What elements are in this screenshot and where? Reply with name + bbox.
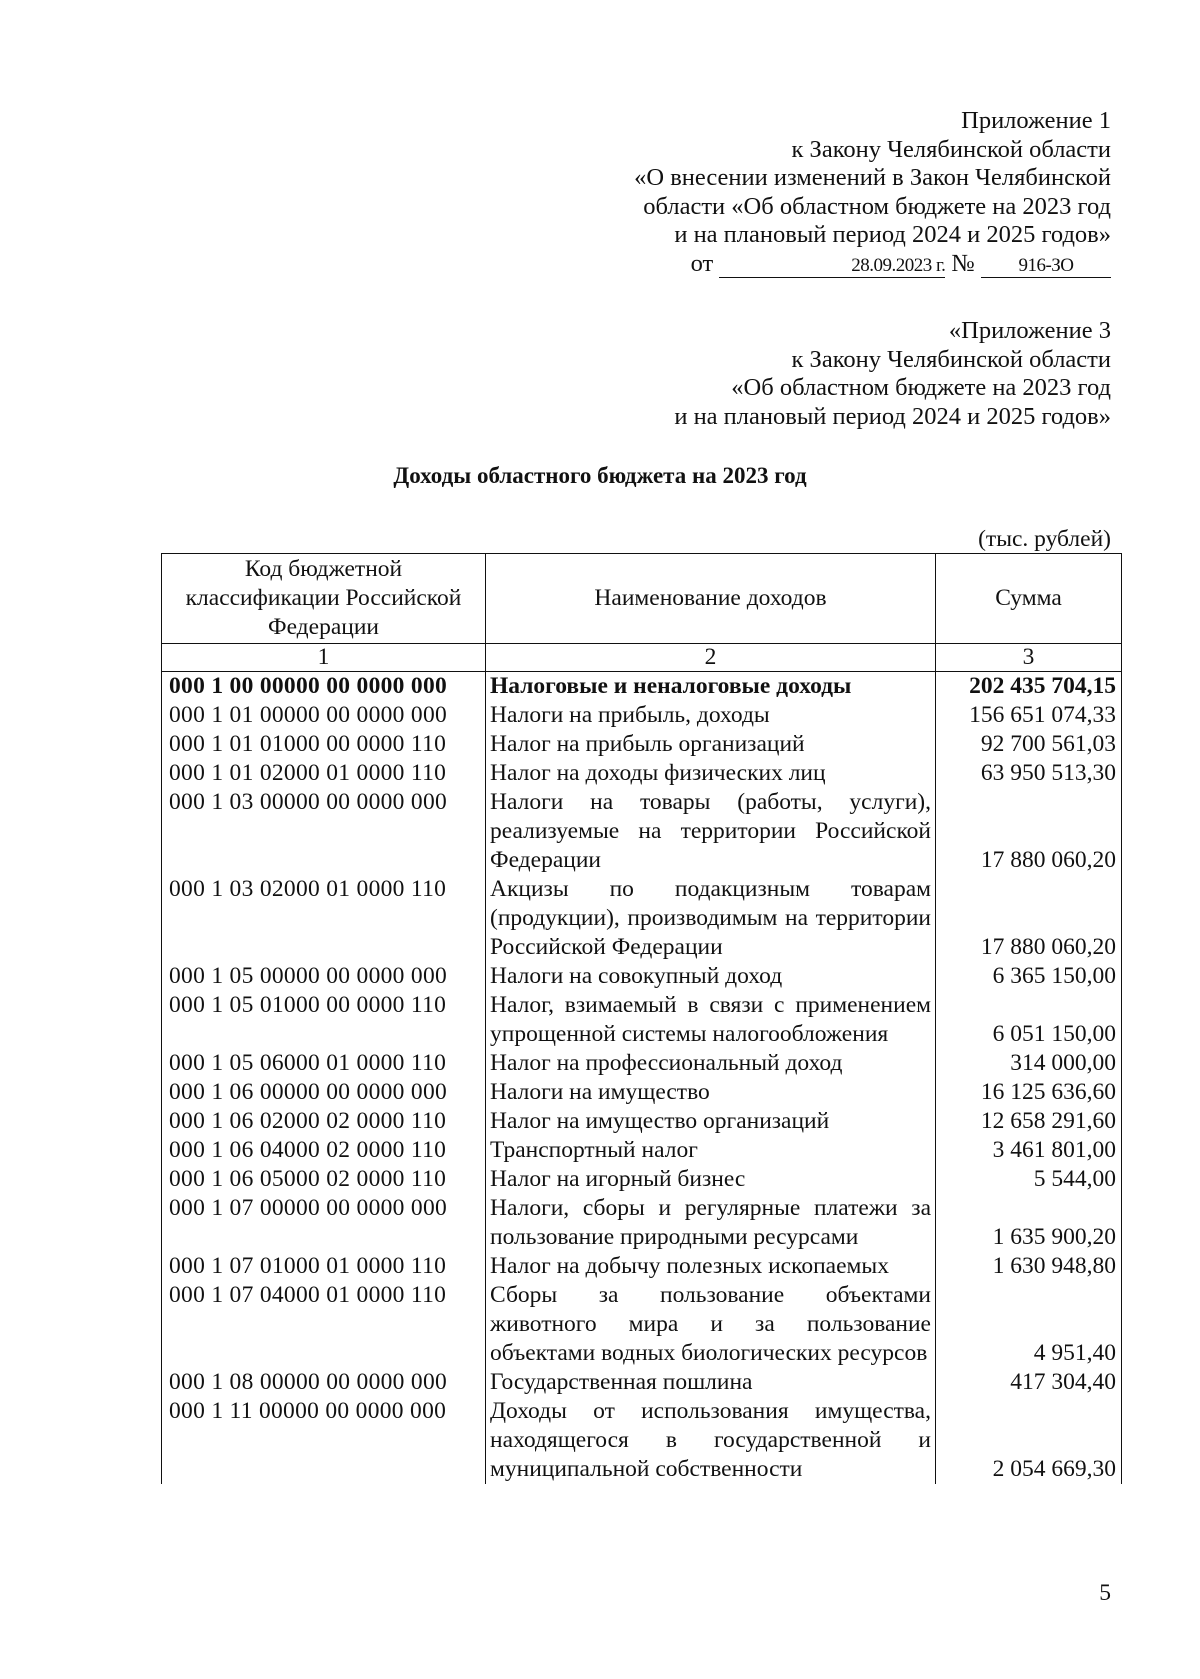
table-row	[162, 1281, 1122, 1368]
table-row	[162, 1107, 1122, 1136]
table-row	[162, 701, 1122, 730]
row-sum: 12 658 291,60	[936, 1107, 1122, 1136]
table-row	[162, 1397, 1122, 1484]
row-name: Налог на прибыль организаций	[486, 730, 936, 759]
appendix-line: к Закону Челябинской области	[791, 345, 1111, 373]
row-sum: 1 635 900,20	[936, 1194, 1122, 1252]
appendix-line: к Закону Челябинской области	[791, 135, 1111, 163]
column-number: 1	[162, 644, 486, 672]
column-number-row	[162, 644, 1122, 672]
row-name: Налоги, сборы и регулярные платежи за пользование природными ресурсами	[486, 1194, 936, 1252]
row-name: Налоги на товары (работы, услуги), реализуемые на территории Российской Федерации	[486, 788, 936, 875]
row-sum: 5 544,00	[936, 1165, 1122, 1194]
table-row	[162, 1049, 1122, 1078]
row-sum: 6 365 150,00	[936, 962, 1122, 991]
row-code: 000 1 07 01000 01 0000 110	[162, 1252, 486, 1281]
row-sum: 202 435 704,15	[936, 672, 1122, 702]
law-date-number-line	[634, 250, 1111, 279]
table-header-row	[162, 554, 1122, 644]
units-note: (тыс. рублей)	[978, 526, 1111, 552]
row-name: Государственная пошлина	[486, 1368, 936, 1397]
appendix-line: Приложение 1	[961, 107, 1111, 134]
law-date: 28.09.2023 г.	[719, 255, 945, 278]
table-row	[162, 1194, 1122, 1252]
number-sign: №	[951, 249, 975, 277]
table-row	[162, 1136, 1122, 1165]
income-table	[161, 553, 1122, 1484]
row-name: Налог на профессиональный доход	[486, 1049, 936, 1078]
row-name: Налоги на совокупный доход	[486, 962, 936, 991]
table-row	[162, 672, 1122, 702]
row-sum: 16 125 636,60	[936, 1078, 1122, 1107]
document-title: Доходы областного бюджета на 2023 год	[393, 463, 807, 488]
appendix-line: «О внесении изменений в Закон Челябинской	[634, 164, 1111, 191]
row-sum: 1 630 948,80	[936, 1252, 1122, 1281]
row-sum: 417 304,40	[936, 1368, 1122, 1397]
row-code: 000 1 01 02000 01 0000 110	[162, 759, 486, 788]
table-row	[162, 1252, 1122, 1281]
row-code: 000 1 06 02000 02 0000 110	[162, 1107, 486, 1136]
row-name: Налоги на имущество	[486, 1078, 936, 1107]
row-code: 000 1 05 01000 00 0000 110	[162, 991, 486, 1049]
row-code: 000 1 11 00000 00 0000 000	[162, 1397, 486, 1484]
appendix-line: области «Об областном бюджете на 2023 год	[643, 192, 1111, 220]
header-code: Код бюджетной классификации Российской Федерации	[162, 554, 486, 644]
row-code: 000 1 01 01000 00 0000 110	[162, 730, 486, 759]
row-sum: 17 880 060,20	[936, 788, 1122, 875]
row-name: Налог на добычу полезных ископаемых	[486, 1252, 936, 1281]
table-row	[162, 730, 1122, 759]
row-name: Транспортный налог	[486, 1136, 936, 1165]
row-sum: 156 651 074,33	[936, 701, 1122, 730]
law-number: 916-ЗО	[981, 255, 1111, 278]
row-code: 000 1 07 04000 01 0000 110	[162, 1281, 486, 1368]
column-number: 2	[486, 644, 936, 672]
row-name: Налог на доходы физических лиц	[486, 759, 936, 788]
row-sum: 63 950 513,30	[936, 759, 1122, 788]
row-sum: 2 054 669,30	[936, 1397, 1122, 1484]
table-row	[162, 962, 1122, 991]
row-code: 000 1 05 00000 00 0000 000	[162, 962, 486, 991]
row-code: 000 1 03 00000 00 0000 000	[162, 788, 486, 875]
row-code: 000 1 03 02000 01 0000 110	[162, 875, 486, 962]
appendix-line: и на плановый период 2024 и 2025 годов»	[674, 221, 1111, 248]
row-name: Налог, взимаемый в связи с применением упрощенной системы налогообложения	[486, 991, 936, 1049]
row-name: Доходы от использования имущества, находящегося в государственной и муниципальной собственности	[486, 1397, 936, 1484]
table-row	[162, 1368, 1122, 1397]
table-row	[162, 1165, 1122, 1194]
row-sum: 17 880 060,20	[936, 875, 1122, 962]
row-code: 000 1 08 00000 00 0000 000	[162, 1368, 486, 1397]
appendix-line: «Об областном бюджете на 2023 год	[731, 374, 1111, 401]
row-code: 000 1 06 04000 02 0000 110	[162, 1136, 486, 1165]
row-code: 000 1 00 00000 00 0000 000	[162, 672, 486, 702]
table-row	[162, 1078, 1122, 1107]
appendix-line: «Приложение 3	[948, 317, 1111, 344]
row-sum: 92 700 561,03	[936, 730, 1122, 759]
row-name: Налог на имущество организаций	[486, 1107, 936, 1136]
table-row	[162, 788, 1122, 875]
row-code: 000 1 01 00000 00 0000 000	[162, 701, 486, 730]
row-sum: 4 951,40	[936, 1281, 1122, 1368]
appendix-1-header	[634, 107, 1111, 278]
row-sum: 3 461 801,00	[936, 1136, 1122, 1165]
row-name: Сборы за пользование объектами животного мира и за пользование объектами водных биологических ресурсов	[486, 1281, 936, 1368]
row-sum: 6 051 150,00	[936, 991, 1122, 1049]
appendix-line: и на плановый период 2024 и 2025 годов»	[674, 402, 1111, 430]
table-row	[162, 759, 1122, 788]
date-prefix: от	[690, 249, 714, 277]
row-name: Налоги на прибыль, доходы	[486, 701, 936, 730]
row-code: 000 1 06 05000 02 0000 110	[162, 1165, 486, 1194]
appendix-3-header	[674, 317, 1111, 431]
column-number: 3	[936, 644, 1122, 672]
table-row	[162, 991, 1122, 1049]
header-name: Наименование доходов	[486, 554, 936, 644]
row-code: 000 1 07 00000 00 0000 000	[162, 1194, 486, 1252]
row-name: Акцизы по подакцизным товарам (продукции), производимым на территории Российской Федерации	[486, 875, 936, 962]
row-sum: 314 000,00	[936, 1049, 1122, 1078]
page-number: 5	[1099, 1580, 1111, 1606]
table-row	[162, 875, 1122, 962]
row-code: 000 1 06 00000 00 0000 000	[162, 1078, 486, 1107]
row-name: Налог на игорный бизнес	[486, 1165, 936, 1194]
row-code: 000 1 05 06000 01 0000 110	[162, 1049, 486, 1078]
header-sum: Сумма	[936, 554, 1122, 644]
row-name: Налоговые и неналоговые доходы	[486, 672, 936, 702]
